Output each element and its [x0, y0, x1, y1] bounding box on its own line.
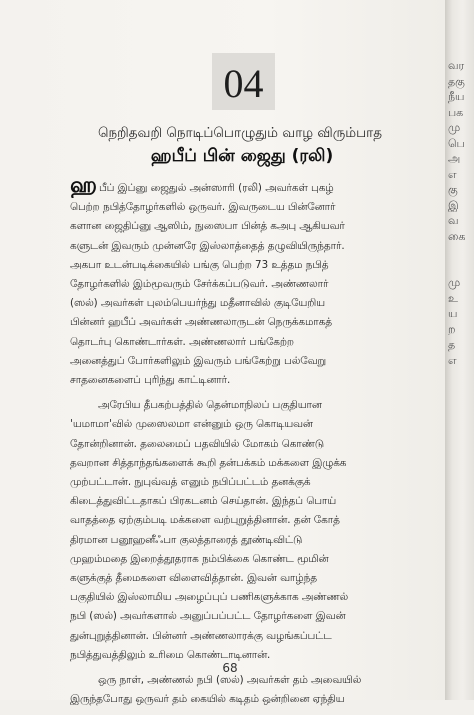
text-line: 'யமாமா'வில் முஸைலமா என்னும் ஒரு கொடியவன்: [70, 418, 313, 431]
text-line: பின்னர் ஹபீப் அவர்கள் அண்ணலாருடன் நெருக்கமாகத்: [70, 316, 332, 329]
text-line: நபித்துவத்திலும் உரிமை கொண்டாடினான்.: [70, 648, 271, 661]
text-line: இருந்தபோது ஒருவர் தம் கையில் கடிதம் ஒன்றினை ஏந்திய: [70, 693, 345, 706]
text-line: ஹபீப் இப்னு ஜைதுல் அன்ஸாரி (ரலி) அவர்கள் புகழ்: [70, 178, 380, 198]
text-line: திரமான பனூஹனீஃபா குலத்தாரைத் தூண்டிவிட்டு: [70, 533, 303, 546]
chapter-title: ஹபீப் பின் ஜைது (ரலி): [150, 146, 334, 166]
chapter-subtitle: நெறிதவறி நொடிப்பொழுதும் வாழ விரும்பாத: [97, 125, 383, 141]
text-line: முஹம்மதை இறைத்தூதராக நம்பிக்கை கொண்ட மூமின்: [70, 552, 329, 565]
text-line: தவறான சித்தாந்தங்களைக் கூறி தன்பக்கம் மக்களை இழுக்க: [70, 456, 347, 469]
text-line: களான ஜைதிப்னு ஆஸிம், நுஸைபா பின்த் கஅபு ஆகியவர்: [70, 220, 345, 233]
text-line: அனைத்துப் போர்களிலும் இவரும் பங்கேற்று பல்வேறு: [70, 354, 327, 367]
text-line: களுக்குத் தீமைகளை விளைவித்தான். இவன் வாழ்ந்த: [70, 572, 317, 585]
text-line: வாதத்தை ஏற்கும்படி மக்களை வற்புறுத்தினான். தன் கோத்: [70, 514, 340, 527]
page-number: 68: [222, 661, 238, 675]
text-line: தொடர்பு கொண்டார்கள். அண்ணலார் பங்கேற்ற: [70, 335, 294, 348]
paragraph-2: [70, 396, 380, 665]
text-line: களுடன் இவரும் முன்னரே இஸ்லாத்தைத் தழுவியிருந்தார்.: [70, 239, 345, 252]
text-line: தோன்றினான். தலைமைப் பதவியில் மோகம் கொண்டு: [70, 437, 324, 450]
text-line: நபி (ஸல்) அவர்களால் அனுப்பப்பட்ட தோழர்களை இவன்: [70, 610, 346, 623]
text-line: (ஸல்) அவர்கள் புலம்பெயர்ந்து மதீனாவில் குடியேறிய: [70, 297, 325, 310]
text-line: முற்பட்டான். நுபுவ்வத் எனும் நபிப்பட்டம் தனக்குக்: [70, 476, 311, 489]
chapter-number: 04: [223, 61, 264, 106]
paragraph-1: [70, 178, 380, 390]
text-line: பகுதியில் இஸ்லாமிய அழைப்புப் பணிகளுக்காக அண்ணல்: [70, 591, 349, 604]
text-line: ஒரு நாள், அண்ணல் நபி (ஸல்) அவர்கள் தம் அவையில்: [98, 674, 362, 687]
body-text: [70, 178, 380, 715]
text-line: துன்புறுத்தினான். பின்னர் அண்ணலாரக்கு வழங்கப்பட்ட: [70, 629, 332, 642]
facing-page-text: வர தகு நீய பக மு பெ அ எ கு இ வ கை மு உ ய ற த எ: [448, 59, 466, 367]
text-line: அகபா உடன்படிக்கையில் பங்கு பெற்ற 73 உத்தம நபித்: [70, 258, 329, 271]
text-line: கிடைத்துவிட்டதாகப் பிரகடனம் செய்தான். இந்தப் பொய்: [70, 495, 337, 508]
text-line: தோழர்களில் இம்மூவரும் சேர்க்கப்படுவர். அண்ணலார்: [70, 278, 329, 291]
text-line: அரேபிய தீபகற்பத்தில் தென்மாநிலப் பகுதியான: [98, 399, 322, 412]
text-line: சாதனைகளைப் புரிந்து காட்டினார்.: [70, 374, 231, 387]
drop-cap: ஹ: [70, 178, 97, 198]
text-line: பெற்ற நபித்தோழர்களில் ஒருவர். இவருடைய பின்னோர்: [70, 201, 336, 214]
paragraph-3: [70, 671, 380, 709]
facing-page-edge: [445, 0, 474, 700]
